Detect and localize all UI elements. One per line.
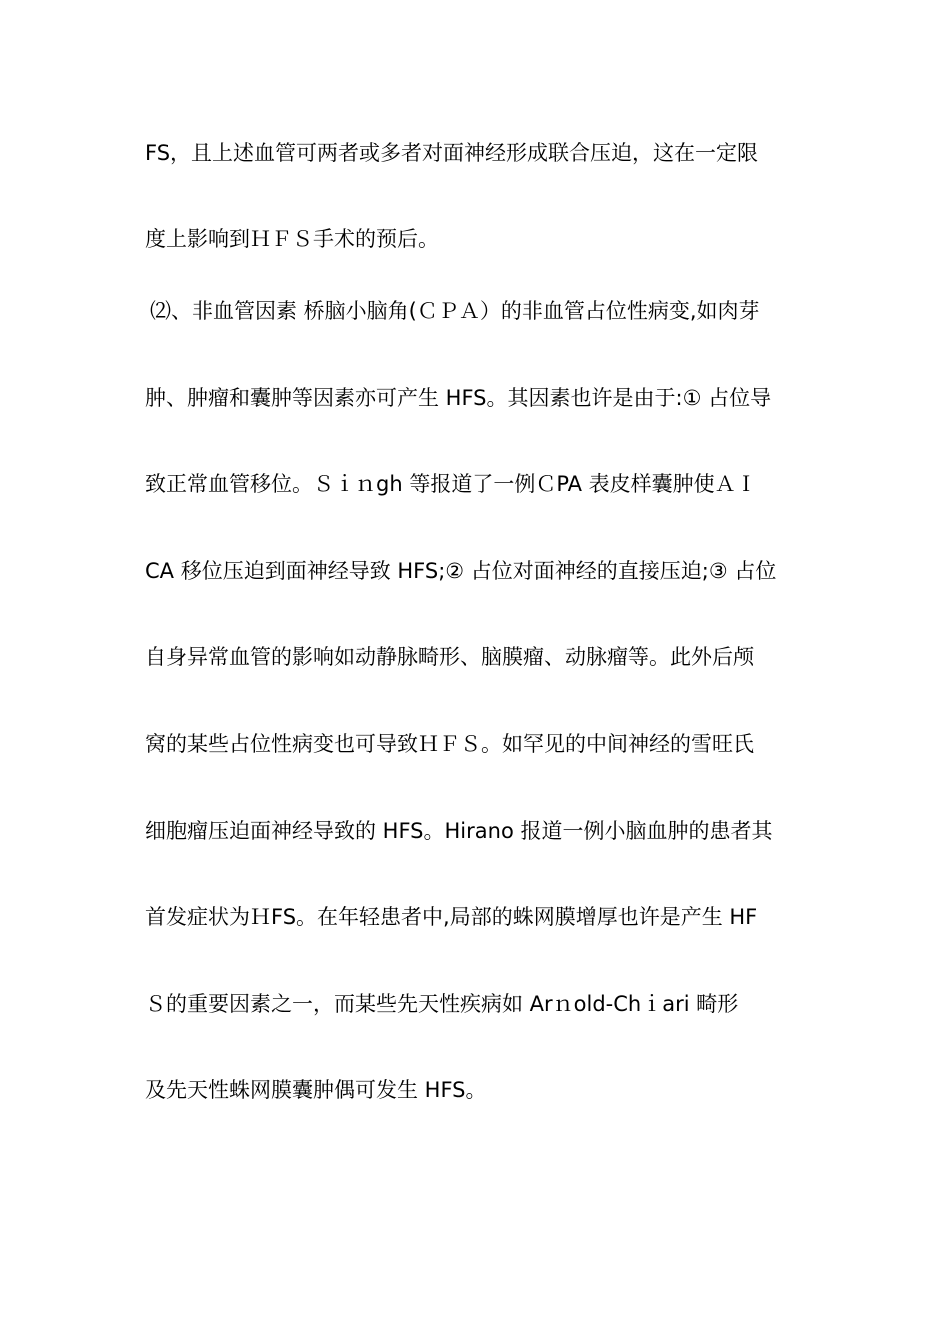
text-line: 度上影响到ＨＦＳ手术的预后。 — [145, 227, 439, 251]
text-line: 细胞瘤压迫面神经导致的 HFS。Hirano 报道一例小脑血肿的患者其 — [145, 819, 773, 843]
text-line: 致正常血管移位。Ｓｉｎgh 等报道了一例ＣPA 表皮样囊肿使ＡＩ — [145, 472, 757, 496]
text-line: 肿、肿瘤和囊肿等因素亦可产生 HFS。其因素也许是由于:① 占位导 — [145, 386, 772, 410]
text-line: Ｓ的重要因素之一，而某些先天性疾病如 Arｎold-Chｉari 畸形 — [145, 992, 739, 1016]
text-line: CA 移位压迫到面神经导致 HFS;② 占位对面神经的直接压迫;③ 占位 — [145, 559, 777, 583]
text-line: 首发症状为ＨFS。在年轻患者中,局部的蛛网膜增厚也许是产生 HF — [145, 905, 758, 929]
text-line: FS，且上述血管可两者或多者对面神经形成联合压迫，这在一定限 — [145, 141, 759, 165]
text-line: 窝的某些占位性病变也可导致ＨＦＳ。如罕见的中间神经的雪旺氏 — [145, 732, 754, 756]
text-line: 及先天性蛛网膜囊肿偶可发生 HFS。 — [145, 1078, 487, 1102]
text-line: 自身异常血管的影响如动静脉畸形、脑膜瘤、动脉瘤等。此外后颅 — [145, 645, 754, 669]
text-line: ⑵、非血管因素 桥脑小脑角(ＣＰＡ）的非血管占位性病变,如肉芽 — [150, 299, 760, 323]
